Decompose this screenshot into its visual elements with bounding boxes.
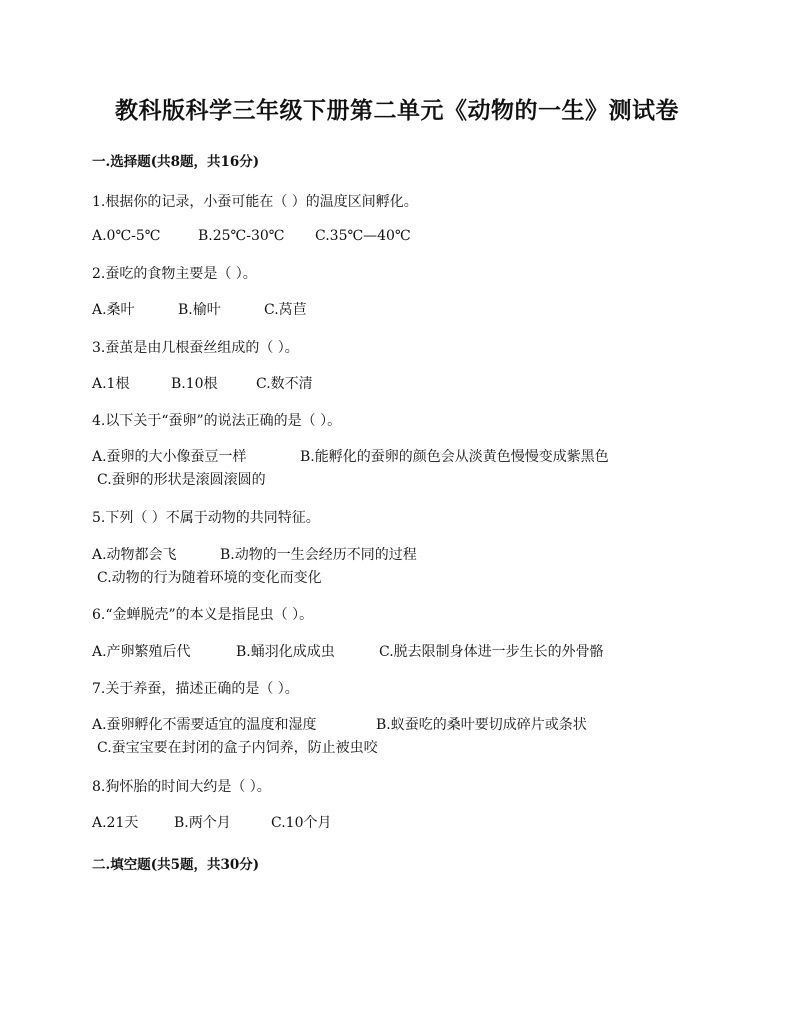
option-b: B.动物的一生会经历不同的过程 (220, 547, 417, 563)
option-c: C.蚕卵的形状是滚圆滚圆的 (97, 472, 266, 488)
question-8: 8.狗怀胎的时间大约是（ ）。 (92, 779, 271, 795)
option-c: C.数不清 (256, 376, 313, 392)
question-5: 5.下列（ ）不属于动物的共同特征。 (92, 510, 320, 526)
option-b: B.榆叶 (178, 302, 221, 318)
option-b: B.10根 (171, 376, 218, 392)
question-7-options (92, 714, 587, 734)
option-a: A.动物都会飞 (92, 547, 177, 563)
question-4: 4.以下关于“蚕卵”的说法正确的是（ ）。 (92, 413, 342, 429)
question-7: 7.关于养蚕，描述正确的是（ ）。 (92, 681, 299, 697)
question-6-options (92, 641, 604, 661)
option-c: C.10个月 (271, 815, 332, 831)
option-b: B.蛹羽化成成虫 (236, 644, 335, 660)
question-5-options (92, 544, 417, 564)
option-a: A.产卵繁殖后代 (92, 644, 191, 660)
option-c: C.35℃—40℃ (315, 228, 411, 244)
section-heading-fill-in: 二.填空题(共5题，共30分) (92, 857, 260, 873)
option-c: C.脱去限制身体进一步生长的外骨骼 (379, 644, 604, 660)
option-a: A.0℃-5℃ (92, 228, 161, 244)
option-a: A.蚕卵孵化不需要适宜的温度和湿度 (92, 717, 317, 733)
option-b: B.蚁蚕吃的桑叶要切成碎片或条状 (376, 717, 587, 733)
option-b: B.能孵化的蚕卵的颜色会从淡黄色慢慢变成紫黑色 (300, 449, 609, 465)
option-b: B.25℃-30℃ (198, 228, 285, 244)
option-a: A.21天 (92, 815, 139, 831)
section-heading-choice: 一.选择题(共8题，共16分) (92, 154, 260, 170)
question-3: 3.蚕茧是由几根蚕丝组成的（ ）。 (92, 340, 299, 356)
question-8-options (92, 812, 331, 832)
page-title: 教科版科学三年级下册第二单元《动物的一生》测试卷 (115, 97, 679, 124)
question-2: 2.蚕吃的食物主要是（ ）。 (92, 266, 257, 282)
option-b: B.两个月 (174, 815, 231, 831)
question-2-options (92, 299, 307, 319)
option-a: A.桑叶 (92, 302, 135, 318)
option-a: A.1根 (92, 376, 130, 392)
question-1-options (92, 228, 411, 244)
option-c: C.动物的行为随着环境的变化而变化 (97, 570, 322, 586)
question-4-options (92, 446, 609, 466)
question-6: 6.“金蝉脱壳”的本义是指昆虫（ ）。 (92, 607, 314, 623)
question-3-options (92, 373, 313, 393)
option-a: A.蚕卵的大小像蚕豆一样 (92, 449, 247, 465)
option-c: C.蚕宝宝要在封闭的盒子内饲养，防止被虫咬 (97, 740, 378, 756)
question-1: 1.根据你的记录，小蚕可能在（ ）的温度区间孵化。 (92, 194, 418, 210)
option-c: C.莴苣 (264, 302, 307, 318)
